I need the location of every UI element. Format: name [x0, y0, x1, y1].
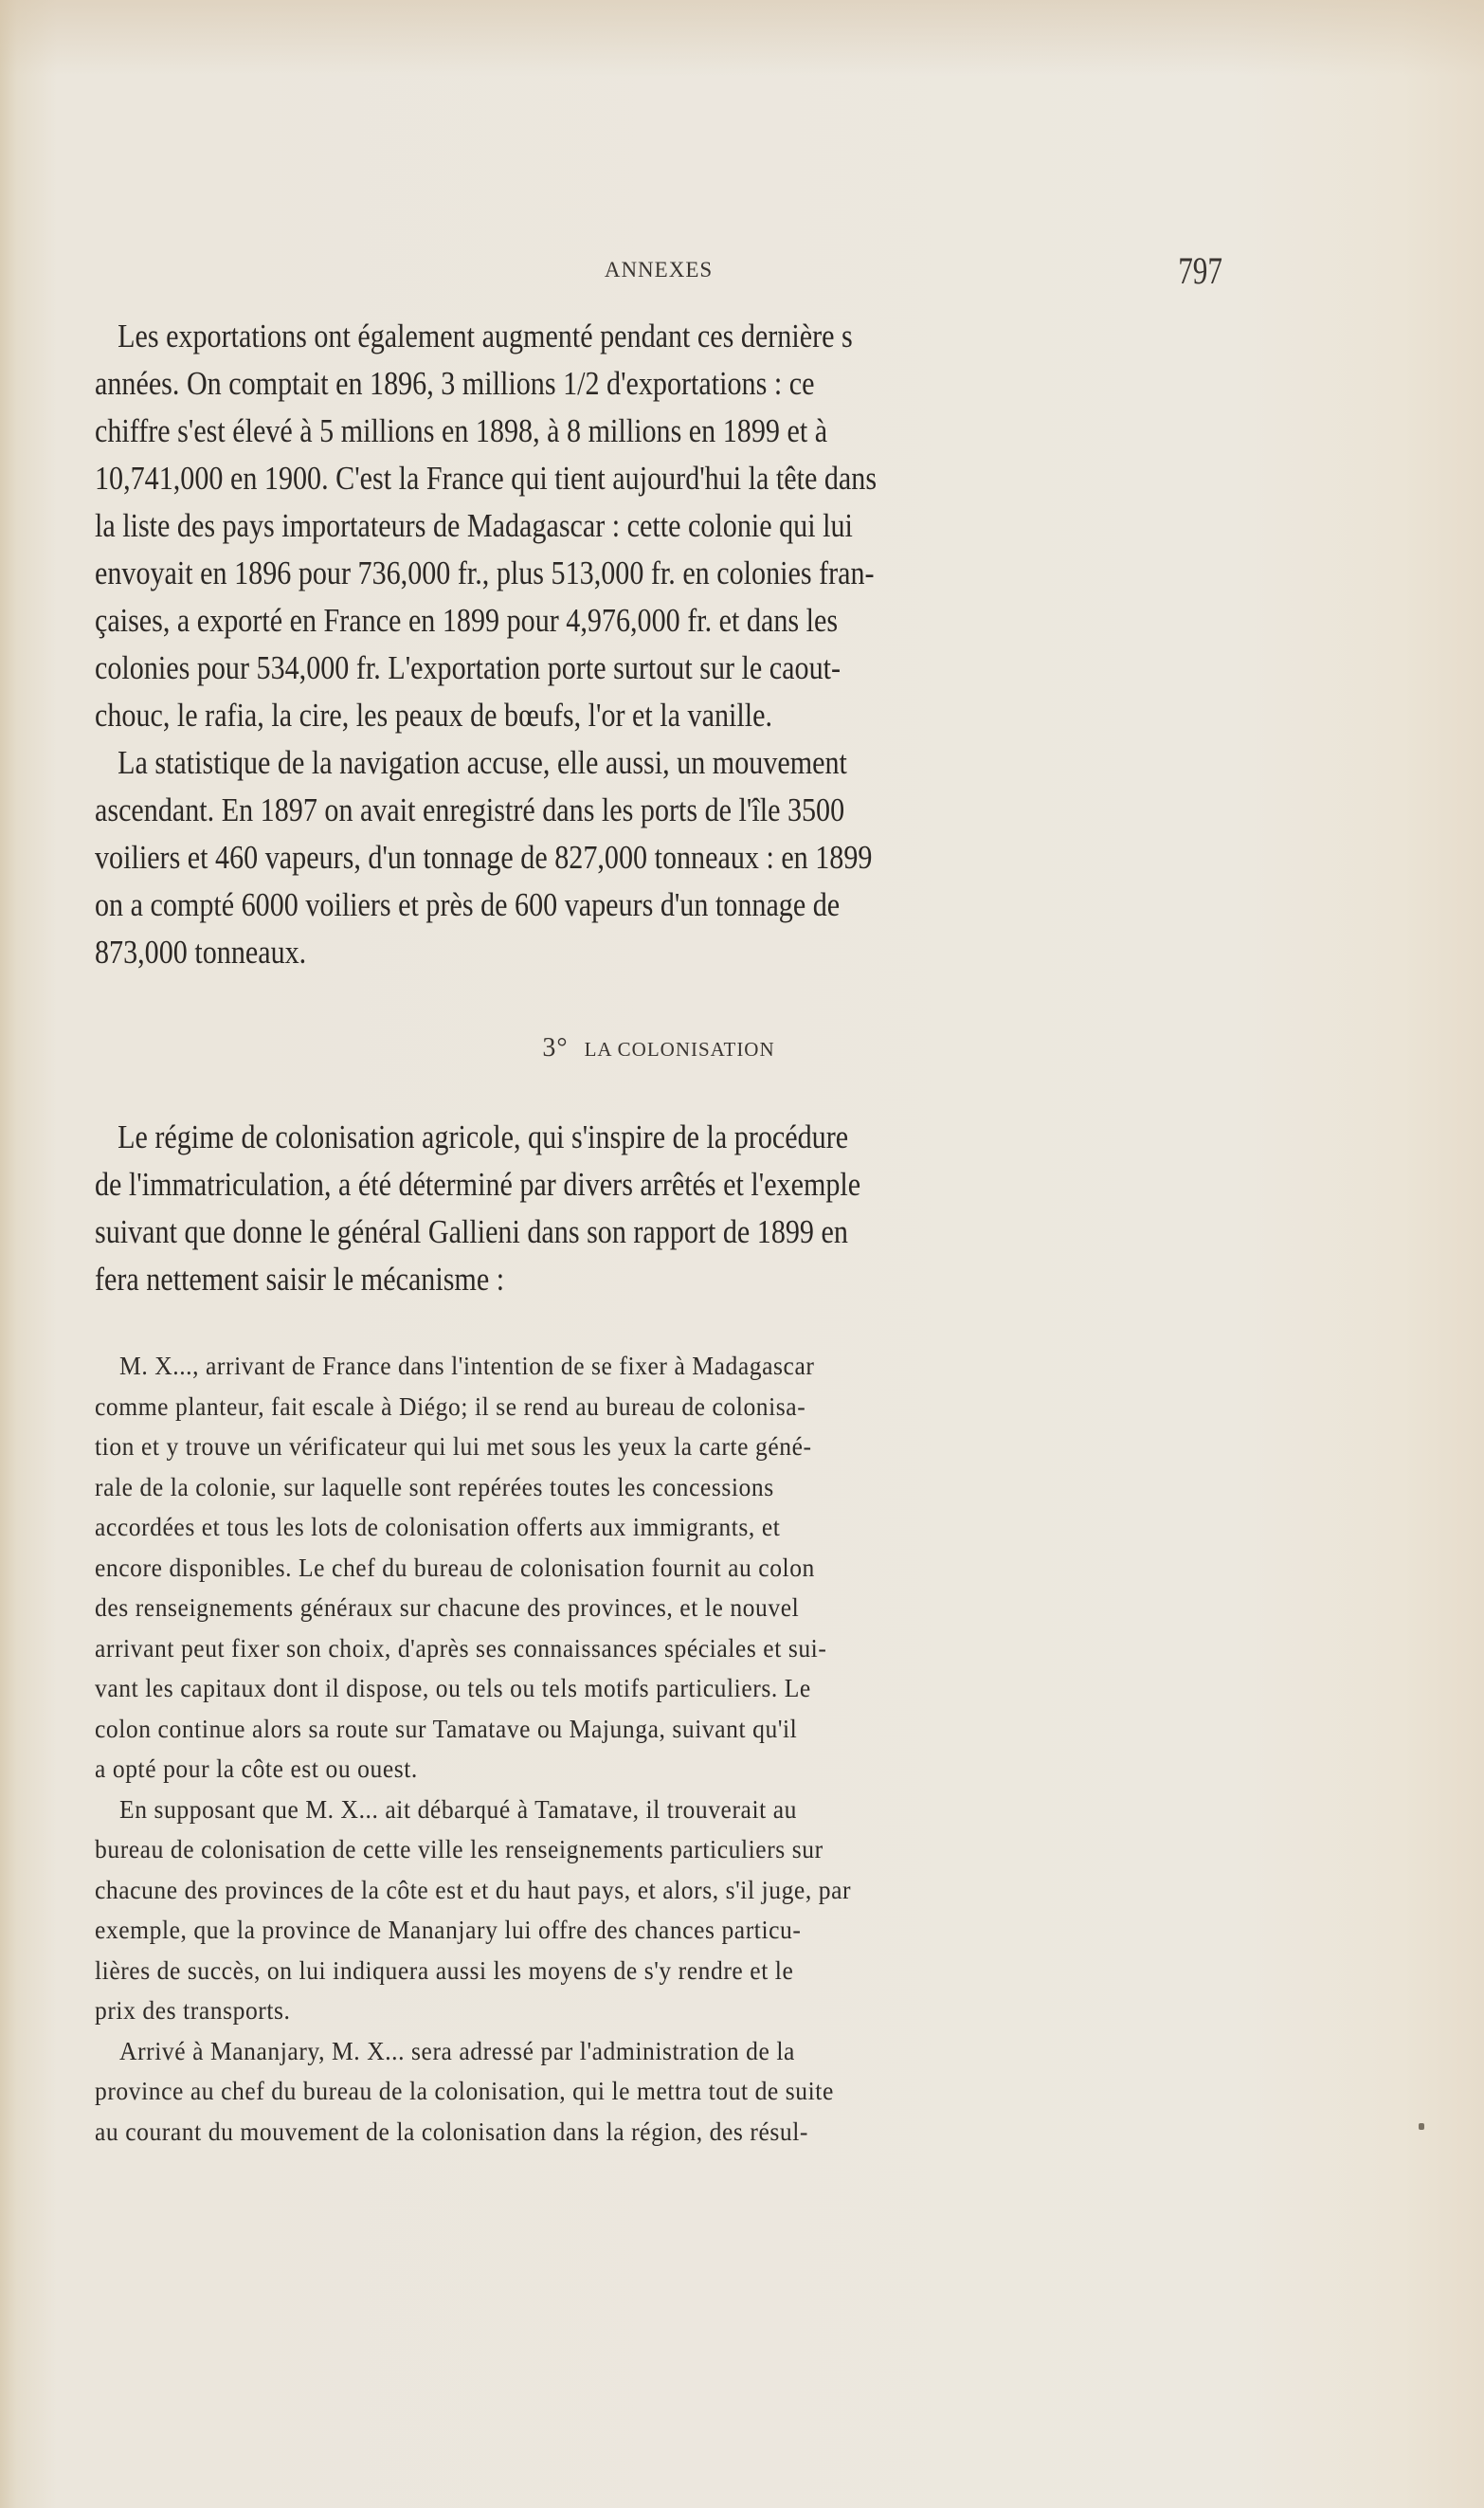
text-line: fera nettement saisir le mécanisme :: [95, 1261, 505, 1298]
text-line: lières de succès, on lui indiquera aussi les moyens de s'y rendre et le: [95, 1954, 794, 1985]
text-line: suivant que donne le général Gallieni dans son rapport de 1899 en: [95, 1213, 848, 1250]
text-line: Les exportations ont également augmenté pendant ces dernière s: [118, 318, 853, 354]
text-line: chacune des provinces de la côte est et du haut pays, et alors, s'il juge, par: [95, 1874, 852, 1904]
text-line: Arrivé à Mananjary, M. X... sera adressé par l'administration de la: [119, 2035, 795, 2065]
text-line: vant les capitaux dont il dispose, ou tels ou tels motifs particuliers. Le: [95, 1673, 811, 1702]
text-line: tion et y trouve un vérificateur qui lui met sous les yeux la carte géné-: [95, 1431, 812, 1461]
paragraph-exports: [95, 313, 1222, 739]
text-line: çaises, a exporté en France en 1899 pour 4,976,000 fr. et dans les: [95, 602, 839, 639]
text-line: colonies pour 534,000 fr. L'exportation porte surtout sur le caout-: [95, 649, 842, 686]
paragraph-regime: [95, 1114, 1222, 1303]
text-line: envoyait en 1896 pour 736,000 fr., plus 513,000 fr. en colonies fran-: [95, 554, 875, 591]
text-line: 10,741,000 en 1900. C'est la France qui tient aujourd'hui la tête dans: [95, 460, 878, 497]
text-line: années. On comptait en 1896, 3 millions 1/2 d'exportations : ce: [95, 365, 815, 402]
text-line: accordées et tous les lots de colonisation offerts aux immigrants, et: [95, 1512, 781, 1541]
text-line: chiffre s'est élevé à 5 millions en 1898, à 8 millions en 1899 et à: [95, 412, 828, 449]
text-line: la liste des pays importateurs de Madagascar : cette colonie qui lui: [95, 507, 853, 544]
text-line: de l'immatriculation, a été déterminé par divers arrêtés et l'exemple: [95, 1166, 861, 1203]
paper-speck: [1419, 2123, 1424, 2130]
text-line: La statistique de la navigation accuse, elle aussi, un mouvement: [118, 744, 847, 781]
text-line: En supposant que M. X... ait débarqué à Tamatave, il trouverait au: [119, 1793, 797, 1824]
text-line: M. X..., arrivant de France dans l'intention de se fixer à Madagascar: [119, 1351, 815, 1380]
text-line: province au chef du bureau de la colonisation, qui le mettra tout de suite: [95, 2076, 834, 2105]
text-line: exemple, que la province de Mananjary lui offre des chances particu-: [95, 1915, 802, 1944]
text-line: arrivant peut fixer son choix, d'après ses connaissances spéciales et sui-: [95, 1632, 827, 1663]
text-line: bureau de colonisation de cette ville les renseignements particuliers sur: [95, 1834, 823, 1863]
page-header: [95, 249, 1222, 292]
text-line: voiliers et 460 vapeurs, d'un tonnage de 827,000 tonneaux : en 1899: [95, 839, 873, 876]
section-title: LA COLONISATION: [584, 1038, 775, 1061]
section-number: 3°: [542, 1033, 569, 1063]
quoted-report: [95, 1346, 1222, 2152]
text-line: des renseignements généraux sur chacune des provinces, et le nouvel: [95, 1592, 800, 1622]
text-line: chouc, le rafia, la cire, les peaux de bœufs, l'or et la vanille.: [95, 697, 772, 734]
text-line: encore disponibles. Le chef du bureau de colonisation fournit au colon: [95, 1552, 815, 1582]
text-line: au courant du mouvement de la colonisation dans la région, des résul-: [95, 2116, 808, 2146]
running-head: ANNEXES: [604, 258, 714, 282]
section-heading: [95, 1033, 1222, 1063]
text-line: ascendant. En 1897 on avait enregistré dans les ports de l'île 3500: [95, 791, 845, 828]
text-line: prix des transports.: [95, 1995, 291, 2025]
text-line: comme planteur, fait escale à Diégo; il se rend au bureau de colonisa-: [95, 1390, 806, 1421]
paragraph-navigation: [95, 739, 1222, 976]
text-line: 873,000 tonneaux.: [95, 934, 307, 971]
text-line: rale de la colonie, sur laquelle sont repérées toutes les concessions: [95, 1471, 774, 1501]
text-line: colon continue alors sa route sur Tamatave ou Majunga, suivant qu'il: [95, 1713, 798, 1743]
text-line: on a compté 6000 voiliers et près de 600 vapeurs d'un tonnage de: [95, 886, 841, 923]
text-line: a opté pour la côte est ou ouest.: [95, 1754, 418, 1783]
page-number: 797: [1178, 249, 1222, 292]
text-line: Le régime de colonisation agricole, qui s'inspire de la procédure: [118, 1118, 849, 1155]
